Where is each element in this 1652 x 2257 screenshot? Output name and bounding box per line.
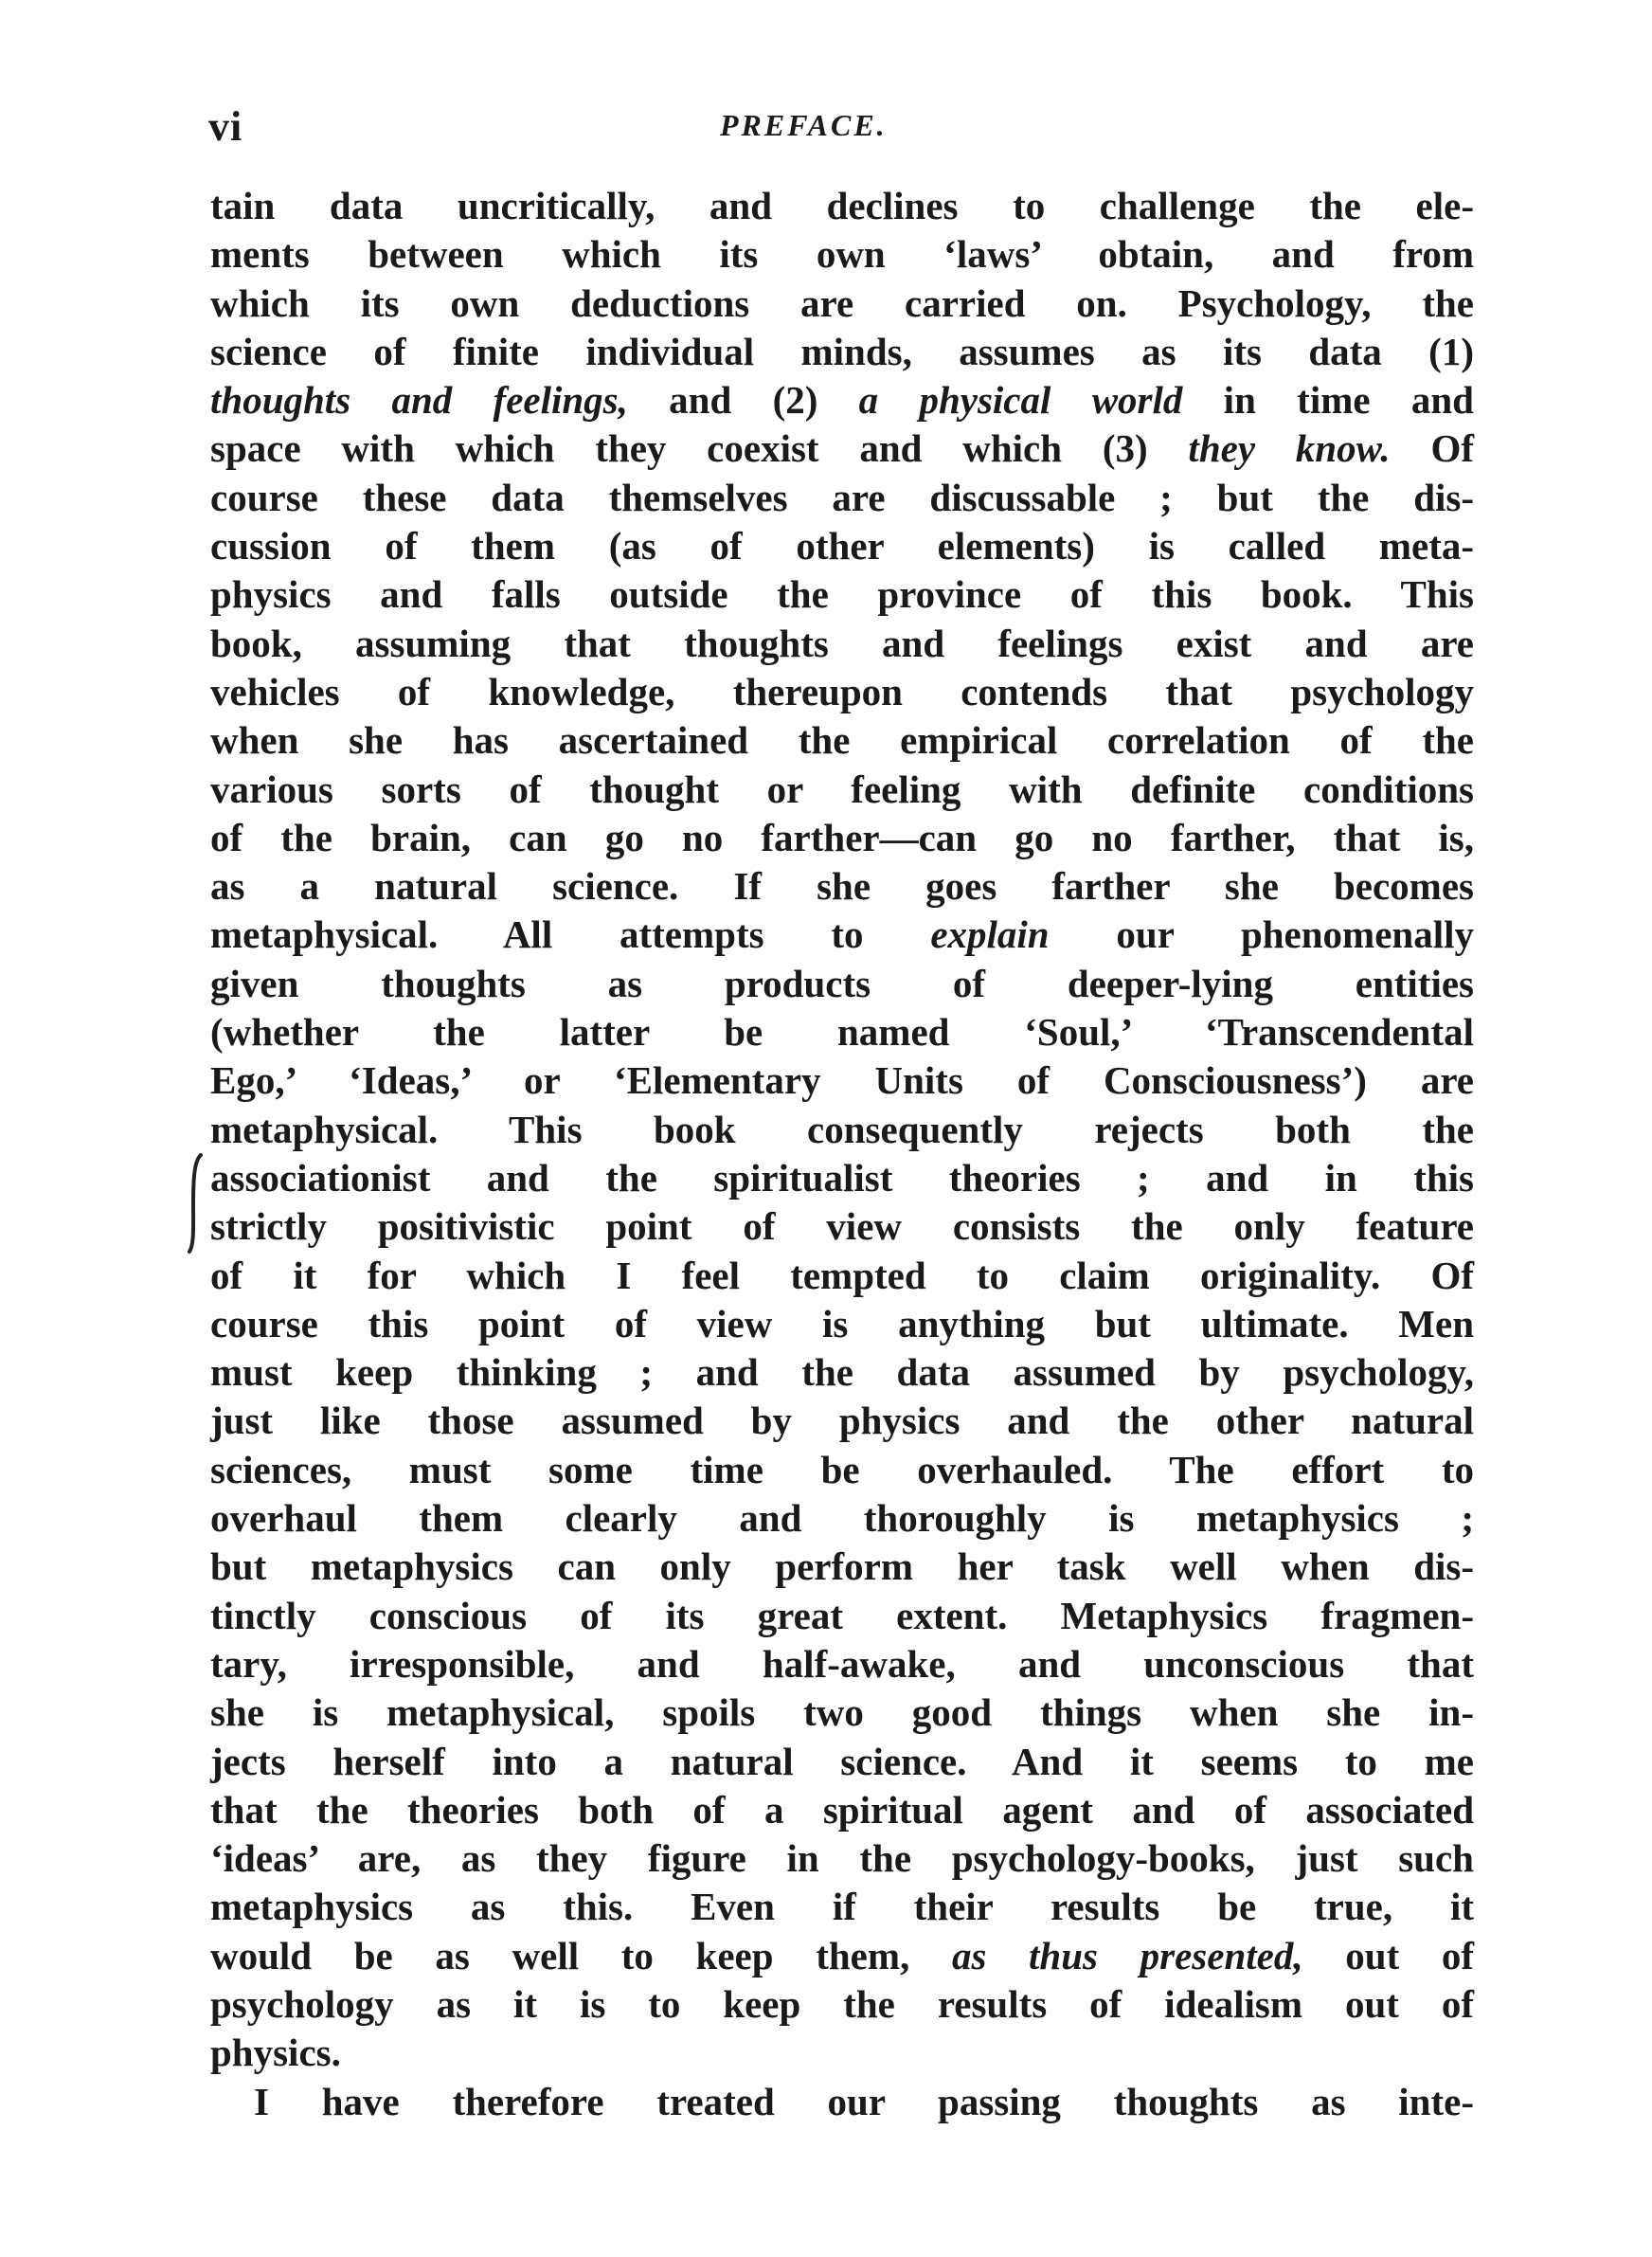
text-line: (whether the latter be named ‘Soul,’ ‘Transcendental (210, 1010, 1474, 1055)
text-line: given thoughts as products of deeper-lying entities (210, 961, 1474, 1005)
text-line: tain data uncritically, and declines to challenge the ele- (210, 184, 1474, 227)
italic-phrase: explain (930, 912, 1050, 957)
text-line: psychology as it is to keep the results of idealism out of (210, 1981, 1474, 2026)
text-line: that the theories both of a spiritual agent and of associated (210, 1787, 1474, 1832)
italic-phrase: as thus presented, (951, 1933, 1303, 1977)
text-run: space with which they coexist and which (3) (210, 426, 1189, 471)
italic-phrase: a physical world (858, 378, 1183, 423)
text-line: sciences, must some time be overhauled. The effort to (210, 1447, 1474, 1491)
text-line (210, 376, 1474, 424)
text-line: jects herself into a natural science. And it seems to me (210, 1739, 1474, 1783)
text-line: course this point of view is anything but ultimate. Men (210, 1301, 1474, 1345)
text-line: which its own deductions are carried on. Psychology, the (210, 280, 1474, 325)
text-line: course these data themselves are discussable ; but the dis- (210, 475, 1474, 519)
text-line: tary, irresponsible, and half-awake, and unconscious that (210, 1641, 1474, 1686)
text-line: of the brain, can go no farther—can go no farther, that is, (210, 815, 1474, 859)
text-line: book, assuming that thoughts and feelings exist and are (210, 621, 1474, 665)
text-run: Of (1390, 426, 1474, 471)
text-run: and (2) (627, 378, 859, 423)
text-line: vehicles of knowledge, thereupon contends that psychology (210, 669, 1474, 713)
text-line: Ego,’ ‘Ideas,’ or ‘Elementary Units of Consciousness’) are (210, 1058, 1474, 1103)
text-line: she is metaphysical, spoils two good things when she in- (210, 1690, 1474, 1735)
text-line: must keep thinking ; and the data assumed by psychology, (210, 1350, 1474, 1395)
text-line: just like those assumed by physics and the other natural (210, 1399, 1474, 1443)
text-run: would be as well to keep them, (210, 1933, 952, 1977)
text-line: but metaphysics can only perform her task well when dis- (210, 1544, 1474, 1589)
text-line (210, 911, 1474, 959)
running-title: PREFACE. (720, 108, 888, 142)
italic-phrase: they know. (1188, 426, 1391, 471)
italic-phrase: thoughts and feelings, (210, 378, 628, 423)
text-run: out of (1302, 1933, 1475, 1977)
text-line: overhaul them clearly and thoroughly is metaphysics ; (210, 1496, 1474, 1541)
margin-bracket-mark (186, 1151, 206, 1255)
text-line: cussion of them (as of other elements) is called meta- (210, 524, 1474, 569)
text-line: ‘ideas’ are, as they figure in the psychology-books, just such (210, 1836, 1474, 1881)
text-line (210, 424, 1474, 473)
text-line: various sorts of thought or feeling with definite conditions (210, 767, 1474, 811)
running-head (208, 102, 1478, 159)
text-line (210, 1932, 1474, 1980)
text-run: in time and (1182, 378, 1474, 423)
text-line: physics and falls outside the province of this book. This (210, 572, 1474, 617)
page-number: vi (208, 103, 243, 150)
text-run: metaphysical. All attempts to (210, 912, 931, 957)
text-line: when she has ascertained the empirical correlation of the (210, 718, 1474, 763)
text-line: science of finite individual minds, assumes as its data (1) (210, 329, 1474, 373)
text-line: as a natural science. If she goes farther she becomes (210, 864, 1474, 909)
text-line: ments between which its own ‘laws’ obtain, and from (210, 232, 1474, 277)
text-line: physics. (210, 2031, 341, 2075)
preface-text (210, 182, 1474, 2126)
text-line: tinctly conscious of its great extent. Metaphysics fragmen- (210, 1593, 1474, 1637)
text-line: strictly positivistic point of view consists the only feature (210, 1204, 1474, 1249)
text-line: metaphysical. This book consequently rejects both the (210, 1107, 1474, 1151)
text-line: metaphysics as this. Even if their results be true, it (210, 1885, 1474, 1929)
text-line: of it for which I feel tempted to claim originality. Of (210, 1253, 1474, 1297)
text-line: associationist and the spiritualist theories ; and in this (210, 1155, 1474, 1200)
text-run: our phenomenally (1049, 912, 1474, 957)
text-line: I have therefore treated our passing thoughts as inte- (254, 2079, 1474, 2123)
